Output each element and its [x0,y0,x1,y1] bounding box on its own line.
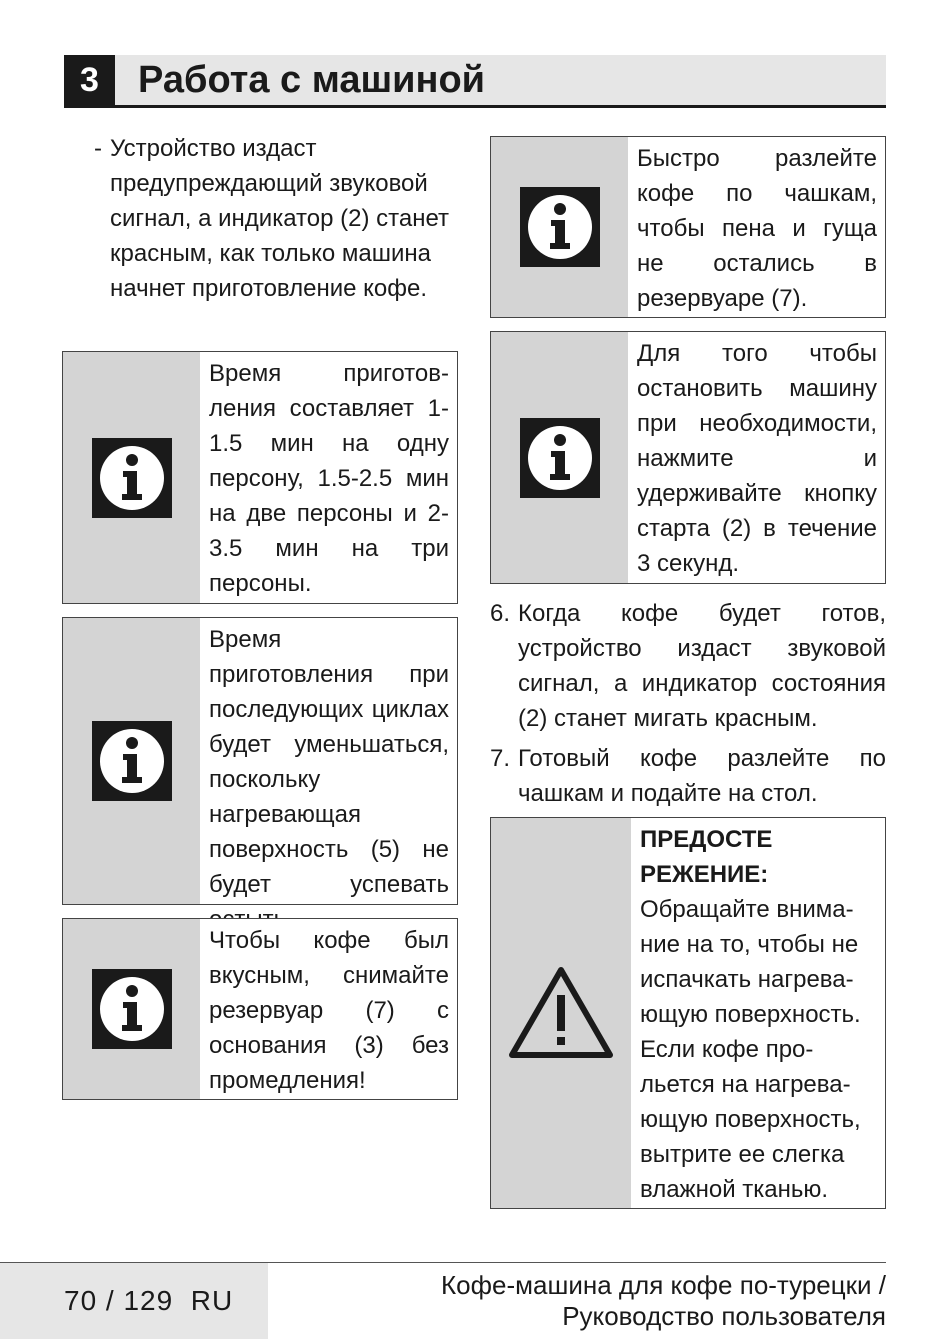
step-number: 6. [490,600,511,627]
note-text: Чтобы кофе был вкусным, снимайте резервуар (7) с основания (3) без промедления! [209,927,449,1094]
info-icon [520,418,600,498]
note-text: Для того чтобы остановить машину при необходимости, нажмите и удерживайте кнопку старта (2) в течение 3 секунд. [637,340,877,577]
warning-triangle-icon [507,965,615,1061]
note-icon-area [63,919,200,1099]
info-icon [92,969,172,1049]
footer-title-line1: Кофе-машина для кофе по-турецки / [441,1270,886,1300]
step-text: Когда кофе будет готов, устройство издаст звуковой сигнал, а индикатор состояния (2) станет мигать красным. [518,600,886,732]
note-icon-area [63,618,200,904]
bullet-text: Устройство издаст предупреждающий звуковой сигнал, а индикатор (2) станет красным, как только машина начнет приготовление кофе. [110,135,449,302]
note-text: Время приготовления при последующих циклах будет уменьшаться, поскольку нагревающая поверхность (5) не будет успевать [209,626,449,898]
info-note-stop-machine [490,331,886,584]
step-number: 7. [490,745,511,772]
info-note-pour-quickly [490,136,886,318]
section-number: 3 [64,55,115,105]
step-text: Готовый кофе разлейте по чашкам и подайте на стол. [518,745,886,807]
info-icon [92,721,172,801]
warning-text: Обращайте внима-ние на то, чтобы не испачкать нагрева-ющую поверхность. Если кофе про-льется на нагрева-ющую поверхность, вытрите ее слегка влажной тканью. [640,896,861,1203]
info-note-remove-reservoir [62,918,458,1100]
warning-note [490,817,886,1209]
note-icon-area [491,332,628,583]
info-note-next-cycles [62,617,458,905]
info-icon [520,187,600,267]
step-7 [490,741,886,811]
section-header [64,55,886,108]
footer-title [441,1270,886,1332]
step-6 [490,596,886,736]
note-text: Время приготов-ления составляет 1-1.5 мин на одну персону, 1.5-2.5 мин на две персоны и 2-3.5 мин на три персоны. [209,360,449,597]
bullet-paragraph [94,131,474,306]
bullet-dash: - [94,135,102,162]
warning-title: ПРЕДОСТЕ РЕЖЕНИЕ: [640,826,773,888]
warning-icon-area [491,818,631,1208]
section-title: Работа с машиной [138,59,486,101]
info-icon [92,438,172,518]
page-number: 70 / 129 RU [0,1263,268,1339]
note-icon-area [63,352,200,603]
note-icon-area [491,137,628,317]
info-note-prep-time [62,351,458,604]
warning-body [640,822,877,1207]
footer-title-line2: Руководство пользователя [562,1301,886,1331]
note-text: Быстро разлейте кофе по чашкам, чтобы пена и гуща не остались в резервуаре (7). [637,145,877,312]
